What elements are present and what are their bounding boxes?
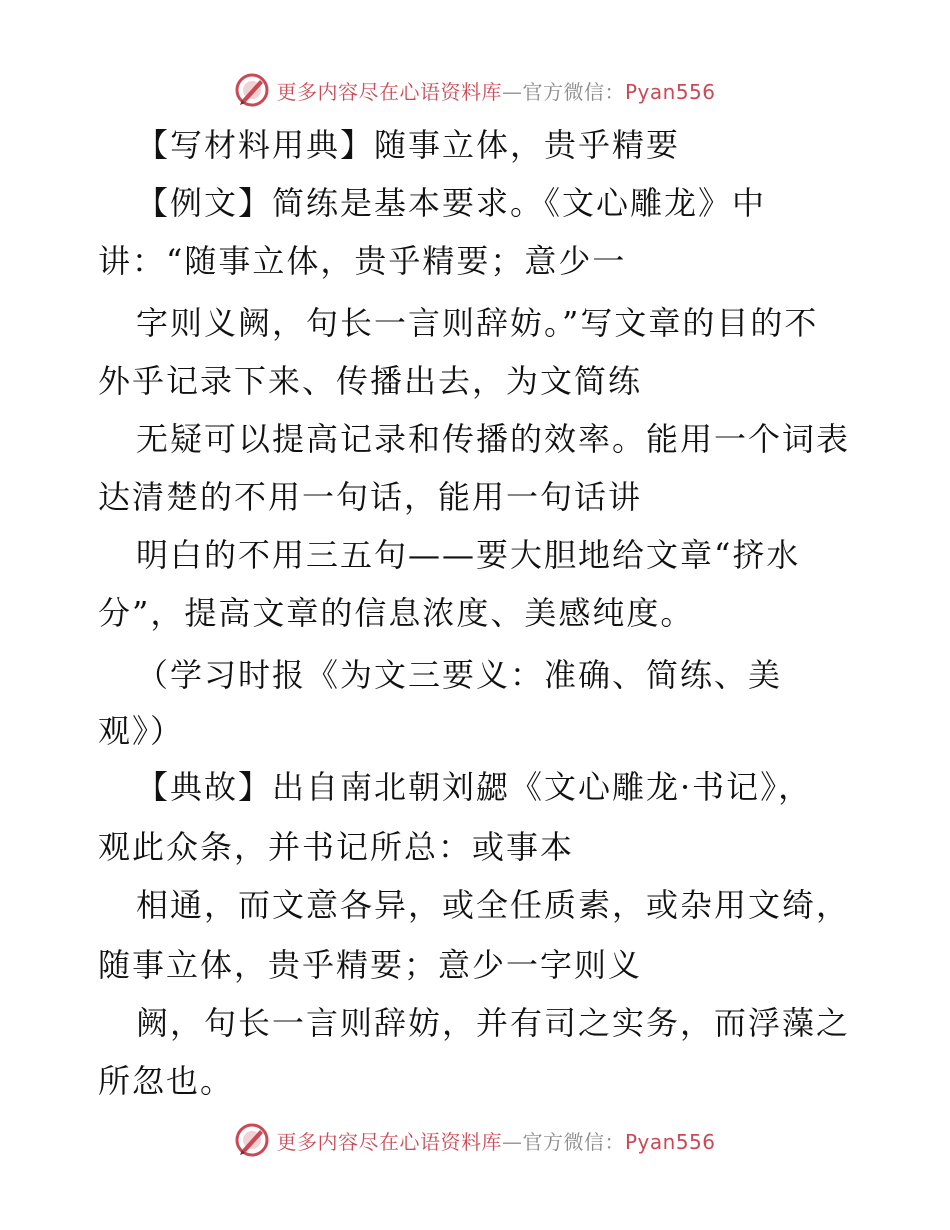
paragraph-line: 相通，而文意各异，或全任质素，或杂用文绮， <box>136 886 851 924</box>
footer-banner <box>0 1120 950 1160</box>
paragraph-line: （学习时报《为文三要义：准确、简练、美 <box>136 656 783 694</box>
paragraph-line: 明白的不用三五句——要大胆地给文章“挤水 <box>136 536 801 574</box>
paragraph-line: 分”，提高文章的信息浓度、美感纯度。 <box>98 594 695 632</box>
pen-circle-logo-icon <box>234 1122 270 1158</box>
paragraph-line: 无疑可以提高记录和传播的效率。能用一个词表 <box>136 420 851 458</box>
paragraph-line: 达清楚的不用一句话，能用一句话讲 <box>98 478 643 516</box>
paragraph-line: 观此众条，并书记所总：或事本 <box>98 828 575 866</box>
paragraph-line: 观》） <box>98 712 185 750</box>
paragraph-line: 随事立体，贵乎精要；意少一字则义 <box>98 946 643 984</box>
paragraph-line: 【典故】出自南北朝刘勰《文心雕龙·书记》， <box>136 768 813 806</box>
paragraph-line: 【写材料用典】随事立体，贵乎精要 <box>136 126 681 164</box>
banner-text: 更多内容尽在心语资料库—官方微信：Pyan556 <box>276 79 716 104</box>
paragraph-line: 【例文】简练是基本要求。《文心雕龙》中 <box>136 184 767 222</box>
paragraph-line: 所忽也。 <box>98 1062 235 1100</box>
paragraph-line: 外乎记录下来、传播出去，为文简练 <box>98 362 643 400</box>
paragraph-line: 讲：“随事立体，贵乎精要；意少一 <box>98 242 627 280</box>
pen-circle-logo-icon <box>234 72 270 108</box>
banner-text: 更多内容尽在心语资料库—官方微信：Pyan556 <box>276 1129 716 1154</box>
header-banner <box>0 70 950 110</box>
paragraph-line: 字则义阙，句长一言则辞妨。”写文章的目的不 <box>136 304 819 342</box>
paragraph-line: 阙，句长一言则辞妨，并有司之实务，而浮藻之 <box>136 1004 851 1042</box>
